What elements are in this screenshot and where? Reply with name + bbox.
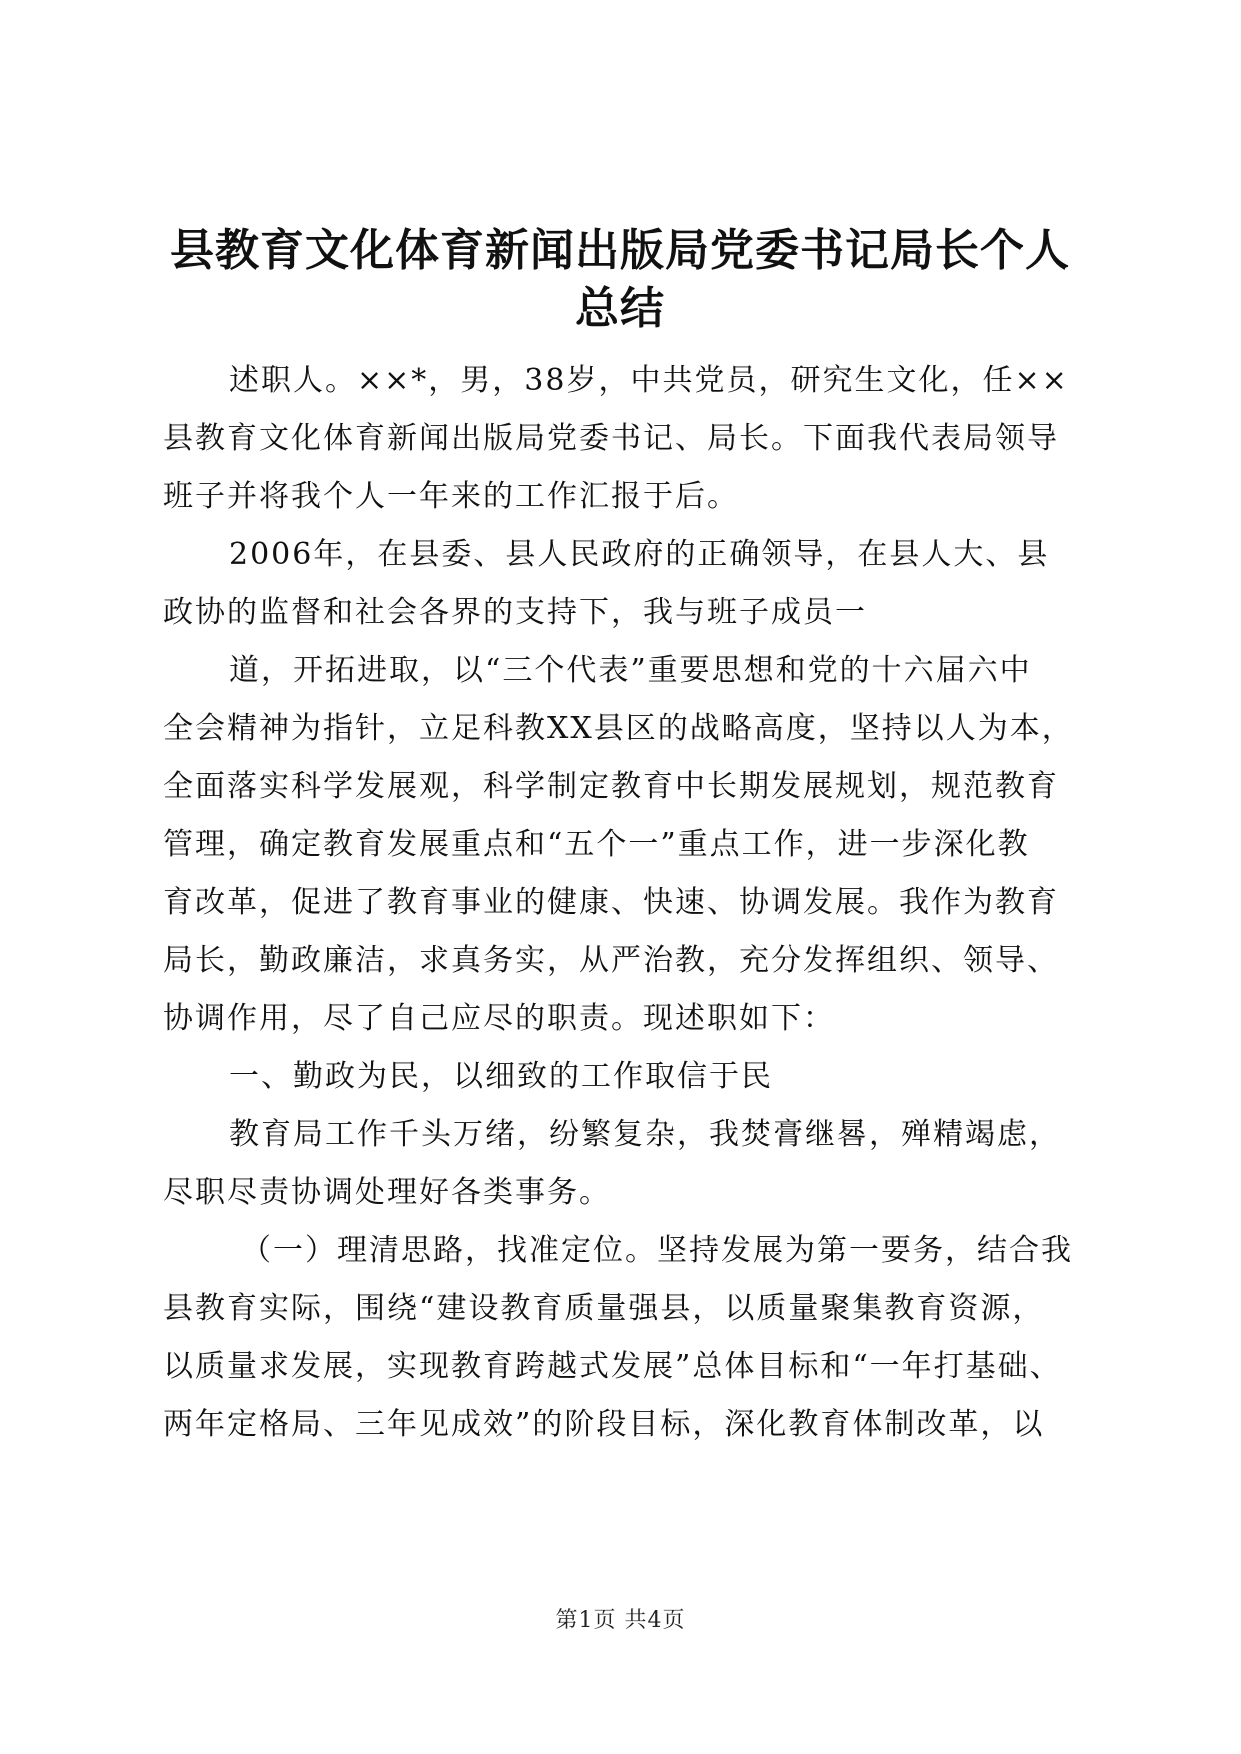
- section-heading: 一、勤政为民，以细致的工作取信于民: [229, 1059, 773, 1094]
- paragraph-line: 协调作用，尽了自己应尽的职责。现述职如下：: [163, 1001, 835, 1036]
- paragraph-line: 2006年，在县委、县人民政府的正确领导，在县人大、县: [229, 537, 1050, 572]
- paragraph-line: 全会精神为指针，立足科教XX县区的战略高度，坚持以人为本，: [163, 711, 1074, 746]
- paragraph-line: 两年定格局、三年见成效”的阶段目标，深化教育体制改革，以: [163, 1407, 1045, 1442]
- paragraph-line: 局长，勤政廉洁，求真务实，从严治教，充分发挥组织、领导、: [163, 943, 1059, 978]
- paragraph-line: 述职人。××*，男，38岁，中共党员，研究生文化，任××: [229, 363, 1069, 398]
- paragraph-line: 以质量求发展，实现教育跨越式发展”总体目标和“一年打基础、: [163, 1349, 1062, 1384]
- title-line-1: 县教育文化体育新闻出版局党委书记局长个人: [170, 225, 1070, 276]
- paragraph-line: 政协的监督和社会各界的支持下，我与班子成员一: [163, 595, 867, 630]
- title-line-2: 总结: [575, 283, 665, 334]
- paragraph-line: 全面落实科学发展观，科学制定教育中长期发展规划，规范教育: [163, 769, 1059, 804]
- paragraph-line: 尽职尽责协调处理好各类事务。: [163, 1175, 611, 1210]
- paragraph-line: 教育局工作千头万绪，纷繁复杂，我焚膏继晷，殚精竭虑，: [229, 1117, 1061, 1152]
- document-title: [150, 222, 1090, 338]
- paragraph-line: 道，开拓进取，以“三个代表”重要思想和党的十六届六中: [229, 653, 1032, 688]
- page-footer: 第1页 共4页: [555, 1608, 686, 1633]
- paragraph-line: 县教育文化体育新闻出版局党委书记、局长。下面我代表局领导: [163, 421, 1059, 456]
- document-body: [163, 352, 1083, 1454]
- paragraph-line: 县教育实际，围绕“建设教育质量强县，以质量聚集教育资源，: [163, 1291, 1045, 1326]
- paragraph-line: 班子并将我个人一年来的工作汇报于后。: [163, 479, 739, 514]
- paragraph-line: 育改革，促进了教育事业的健康、快速、协调发展。我作为教育: [163, 885, 1059, 920]
- paragraph-line: 管理，确定教育发展重点和“五个一”重点工作，进一步深化教: [163, 827, 1030, 862]
- paragraph-line: （一）理清思路，找准定位。坚持发展为第一要务，结合我: [241, 1233, 1073, 1268]
